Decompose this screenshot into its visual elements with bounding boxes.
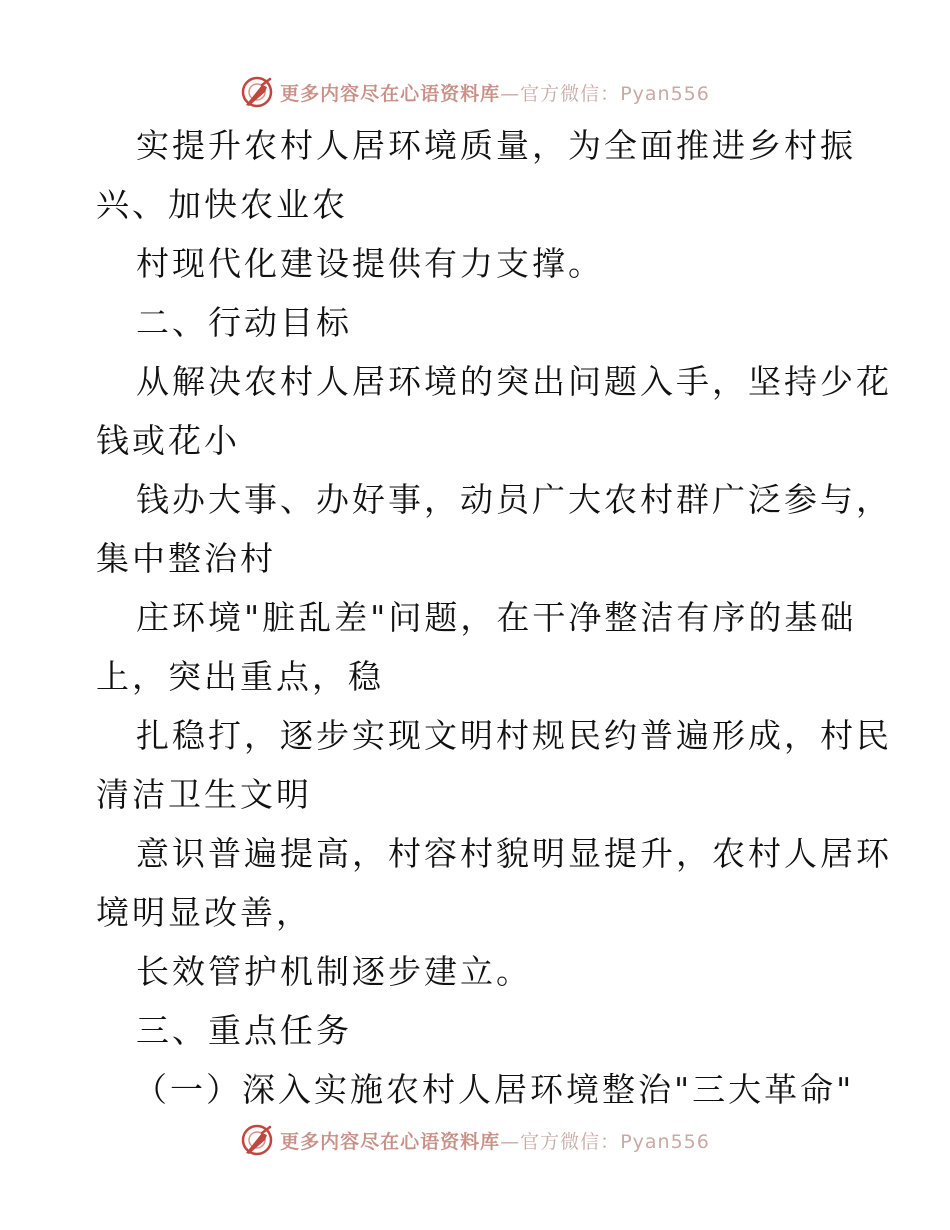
text-line: 实提升农村人居环境质量，为全面推进乡村振 <box>136 126 856 165</box>
watermark-separator: — <box>500 1130 521 1153</box>
text-line: 村现代化建设提供有力支撑。 <box>136 244 604 283</box>
watermark-main: 更多内容尽在心语资料库 <box>280 82 501 105</box>
text-line: 意识普遍提高，村容村貌明显提升，农村人居环 <box>136 834 892 873</box>
text-line: 扎稳打，逐步实现文明村规民约普遍形成，村民 <box>136 716 892 755</box>
text-line: 兴、加快农业农 <box>96 185 348 224</box>
watermark-suffix: 官方微信： <box>520 82 621 105</box>
watermark-text <box>280 1127 710 1154</box>
footer-watermark <box>0 1120 950 1160</box>
text-line: 清洁卫生文明 <box>96 775 312 814</box>
text-line: 从解决农村人居环境的突出问题入手，坚持少花 <box>136 362 892 401</box>
text-line: 庄环境"脏乱差"问题，在干净整洁有序的基础 <box>136 598 857 637</box>
text-line: 集中整治村 <box>96 539 276 578</box>
watermark-wechat-id: Pyan556 <box>620 1130 710 1153</box>
watermark-text <box>280 79 710 106</box>
subsection-heading: （一）深入实施农村人居环境整治"三大革命" <box>134 1070 855 1109</box>
text-line: 钱办大事、办好事，动员广大农村群广泛参与， <box>136 480 892 519</box>
watermark-suffix: 官方微信： <box>520 1130 621 1153</box>
text-line: 钱或花小 <box>96 421 240 460</box>
pen-nib-logo-icon <box>240 1123 274 1157</box>
watermark-wechat-id: Pyan556 <box>620 82 710 105</box>
watermark-separator: — <box>500 82 521 105</box>
header-watermark <box>0 72 950 112</box>
watermark-main: 更多内容尽在心语资料库 <box>280 1130 501 1153</box>
section-heading: 三、重点任务 <box>136 1011 352 1050</box>
section-heading: 二、行动目标 <box>136 303 352 342</box>
text-line: 长效管护机制逐步建立。 <box>136 952 532 991</box>
document-body <box>96 116 892 1119</box>
text-line: 上，突出重点，稳 <box>96 657 384 696</box>
text-line: 境明显改善， <box>96 893 312 932</box>
pen-nib-logo-icon <box>240 75 274 109</box>
